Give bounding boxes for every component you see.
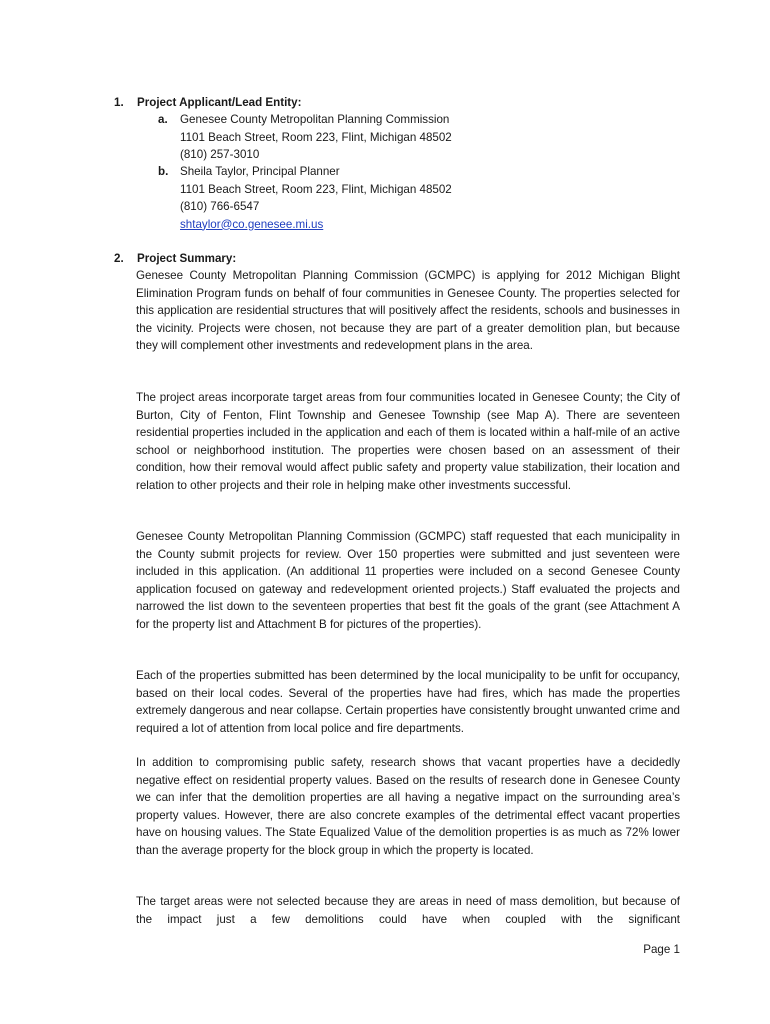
entry-line: 1101 Beach Street, Room 223, Flint, Michigan 48502	[180, 130, 452, 144]
entry-line: 1101 Beach Street, Room 223, Flint, Michigan 48502	[180, 182, 452, 196]
section-1-number: 1.	[114, 96, 124, 109]
section-2-number: 2.	[114, 252, 124, 265]
section-1-title: Project Applicant/Lead Entity:	[137, 96, 302, 109]
section-2-title: Project Summary:	[137, 252, 237, 265]
email-link[interactable]: shtaylor@co.genesee.mi.us	[180, 217, 324, 231]
entry-line: Sheila Taylor, Principal Planner	[180, 165, 340, 178]
entry-line: (810) 257-3010	[180, 148, 260, 161]
entry-letter: b.	[158, 165, 169, 178]
summary-paragraph: Each of the properties submitted has been determined by the local municipality to be unfit for occupancy, based on their local codes. Several of the properties have had fires, which has made the properties extremely dangerous and near collapse. Certain properties have consistently brought unwanted crime and required a lot of attention from local police and fire departments.	[136, 669, 680, 735]
entry-letter: a.	[158, 113, 168, 126]
summary-paragraph: Genesee County Metropolitan Planning Commission (GCMPC) is applying for 2012 Michigan Blight Elimination Program funds on behalf of four communities in Genesee County. The properties selected for this application are residential structures that will positively affect the residents, schools and businesses in the vicinity. Projects were chosen, not because they are part of a greater demolition plan, but because they will complement other investments and redevelopment plans in the area.	[136, 269, 680, 352]
entry-line: Genesee County Metropolitan Planning Commission	[180, 113, 450, 126]
summary-paragraph: The project areas incorporate target areas from four communities located in Genesee County; the City of Burton, City of Fenton, Flint Township and Genesee Township (see Map A). There are seventeen residential properties included in the application and each of them is located within a half-mile of an active school or neighborhood institution. The properties were chosen based on an assessment of their condition, how their removal would affect public safety and property value stabilization, their location and relation to other projects and their role in helping make other investments successful.	[136, 391, 680, 492]
entry-line: (810) 766-6547	[180, 200, 260, 213]
section-2-heading	[114, 250, 236, 268]
summary-paragraph: Genesee County Metropolitan Planning Commission (GCMPC) staff requested that each municipality in the County submit projects for review. Over 150 properties were submitted and just seventeen were included in this application. (An additional 11 properties were included on a second Genesee County application focused on gateway and redevelopment oriented projects.) Staff evaluated the projects and narrowed the list down to the seventeen properties that best fit the goals of the grant (see Attachment A for the property list and Attachment B for pictures of the properties).	[136, 530, 680, 631]
page-number: Page 1	[643, 943, 680, 956]
section-1-heading	[114, 94, 301, 112]
summary-paragraph: In addition to compromising public safety, research shows that vacant properties have a decidedly negative effect on residential property values. Based on the results of research done in Genesee County we can infer that the demolition properties are all having a negative impact on the surrounding area’s property values. However, there are also concrete examples of the detrimental effect vacant properties have on housing values. The State Equalized Value of the demolition properties is as much as 72% lower than the average property for the block group in which the property is located.	[136, 756, 680, 857]
summary-paragraph: The target areas were not selected because they are areas in need of mass demolition, but because of the impact just a few demolitions could have when coupled with the significant	[136, 895, 680, 926]
